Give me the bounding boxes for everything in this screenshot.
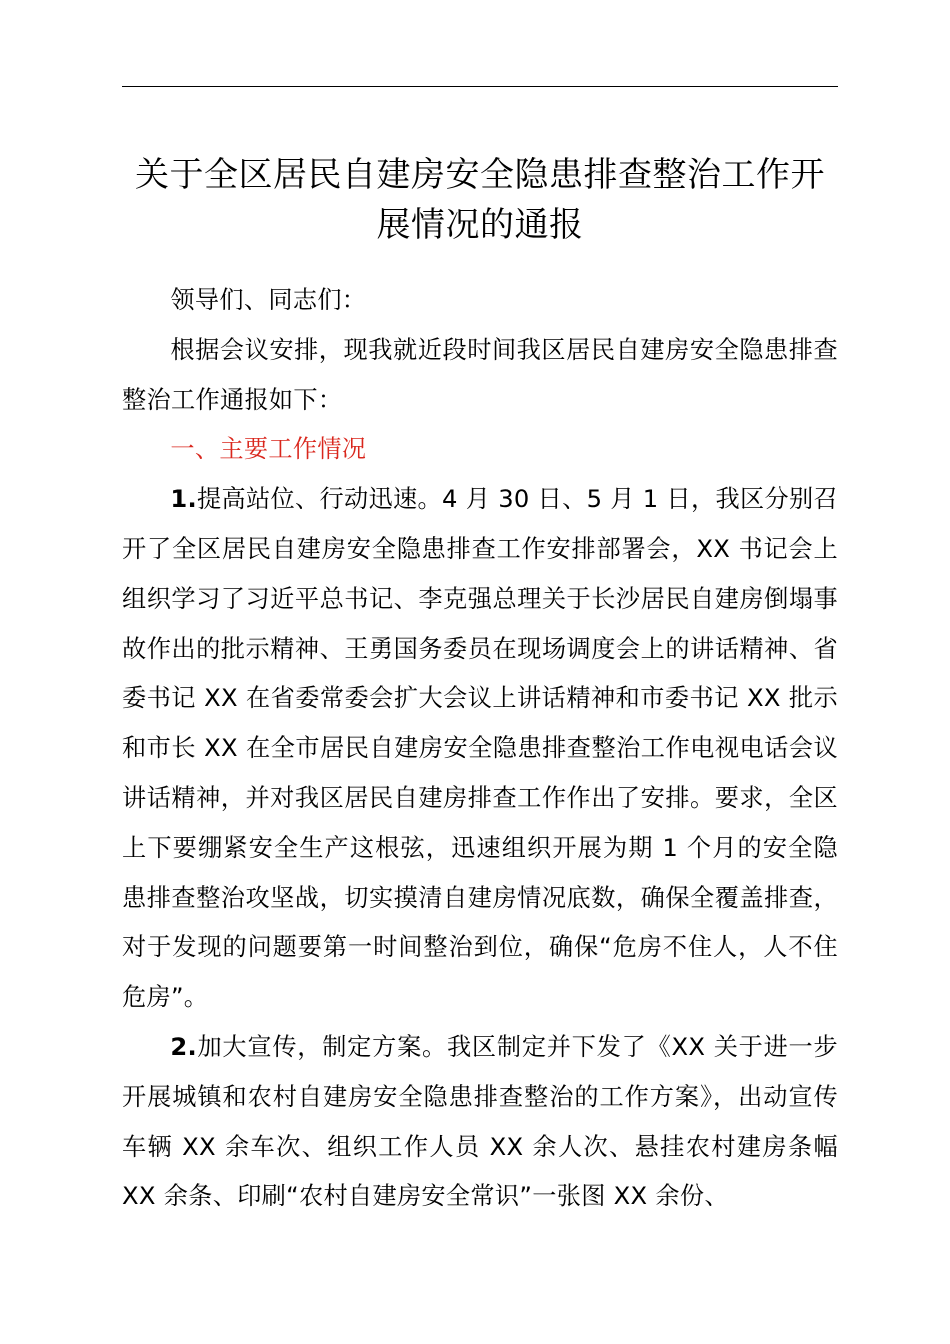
item-paragraph-1 (122, 475, 838, 1023)
document-body (122, 276, 838, 1222)
item-text: 加大宣传，制定方案。我区制定并下发了《XX 关于进一步开展城镇和农村自建房安全隐患排查整治的工作方案》，出动宣传车辆 XX 余车次、组织工作人员 XX 余人次、悬挂农村建房条幅 XX 余条、印刷“农村自建房安全常识”一张图 XX 余份、 (122, 1032, 838, 1211)
item-text: 提高站位、行动迅速。4 月 30 日、5 月 1 日，我区分别召开了全区居民自建房安全隐患排查工作安排部署会，XX 书记会上组织学习了习近平总书记、李克强总理关于长沙居民自建房倒塌事故作出的批示精神、王勇国务委员在现场调度会上的讲话精神、省委书记 XX 在省委常委会扩大会议上讲话精神和市委书记 XX 批示和市长 XX 在全市居民自建房安全隐患排查整治工作电视电话会议讲话精神，并对我区居民自建房排查工作作出了安排。要求，全区上下要绷紧安全生产这根弦，迅速组织开展为期 1 个月的安全隐患排查整治攻坚战，切实摸清自建房情况底数，确保全覆盖排查，对于发现的问题要第一时间整治到位，确保“危房不住人，人不住危房”。 (122, 485, 838, 1012)
salutation: 领导们、同志们： (170, 286, 367, 314)
header-rule (122, 86, 838, 87)
document-title: 关于全区居民自建房安全隐患排查整治工作开展情况的通报 (135, 155, 825, 245)
item-number: 1. (170, 485, 198, 514)
section-heading: 一、主要工作情况 (170, 435, 367, 464)
item-paragraph-2 (122, 1023, 838, 1222)
intro-paragraph: 根据会议安排，现我就近段时间我区居民自建房安全隐患排查整治工作通报如下： (122, 335, 838, 414)
item-number: 2. (170, 1032, 198, 1061)
